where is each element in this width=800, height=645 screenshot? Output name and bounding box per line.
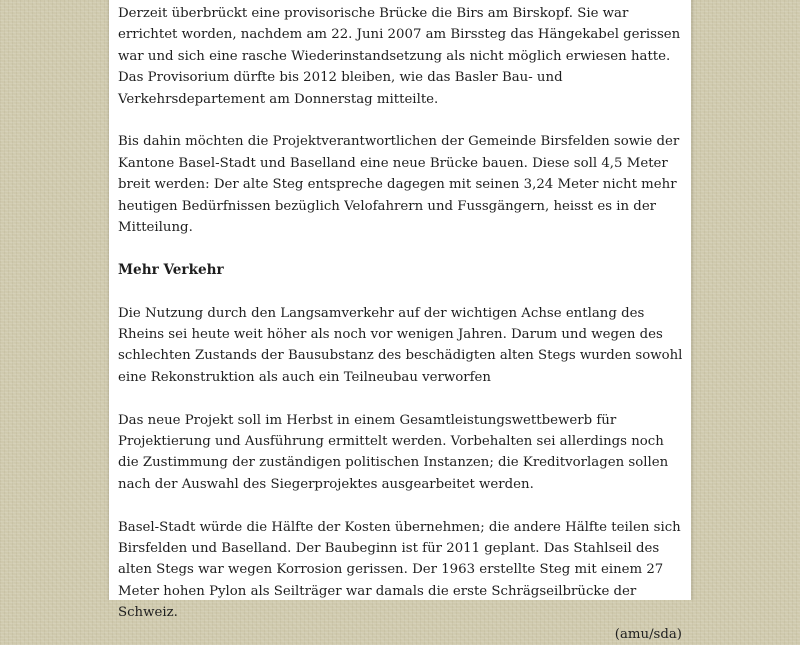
article-paragraph: Derzeit überbrückt eine provisorische Brücke die Birs am Birskopf. Sie war errichtet worden, nachdem am 22. Juni 2007 am Birssteg das Hängekabel gerissen war und sich eine rasche Wiederinstandsetzung als nicht möglich erwiesen hatte. Das Provisorium dürfte bis 2012 bleiben, wie das Basler Bau- und Verkehrsdepartement am Donnerstag mitteilte. xyxy=(118,6,681,107)
article-paragraph: Das neue Projekt soll im Herbst in einem Gesamtleistungswettbewerb für Projektierung und Ausführung ermittelt werden. Vorbehalten sei allerdings noch die Zustimmung der zuständigen politischen Instanzen; die Kreditvorlagen sollen nach der Auswahl des Siegerprojektes ausgearbeitet werden. xyxy=(118,412,669,492)
article-credit: (amu/sda) xyxy=(614,626,682,642)
article-subheading: Mehr Verkehr xyxy=(118,261,224,278)
article-body xyxy=(109,0,691,642)
article-paragraph: Bis dahin möchten die Projektverantwortlichen der Gemeinde Birsfelden sowie der Kantone Basel-Stadt und Baselland eine neue Brücke bauen. Diese soll 4,5 Meter breit werden: Der alte Steg entspreche dagegen mit seinen 3,24 Meter nicht mehr heutigen Bedürfnissen bezüglich Velofahrern und Fussgängern, heisst es in der Mitteilung. xyxy=(118,134,680,236)
article-paragraph: Basel-Stadt würde die Hälfte der Kosten übernehmen; die andere Hälfte teilen sich Birsfelden und Baselland. Der Baubeginn ist für 2011 geplant. Das Stahlseil des alten Stegs war wegen Korrosion gerissen. Der 1963 erstellte Steg mit einem 27 Meter hohen Pylon als Seilträger war damals die erste Schrägseilbrücke der Schweiz. xyxy=(118,519,681,621)
page-shadow-right xyxy=(691,0,695,600)
article-paragraph: Die Nutzung durch den Langsamverkehr auf der wichtigen Achse entlang des Rheins sei heute weit höher als noch vor wenigen Jahren. Darum und wegen des schlechten Zustands der Bausubstanz des beschädigten alten Stegs wurden sowohl eine Rekonstruktion als auch ein Teilneubau verworfen xyxy=(118,305,683,385)
